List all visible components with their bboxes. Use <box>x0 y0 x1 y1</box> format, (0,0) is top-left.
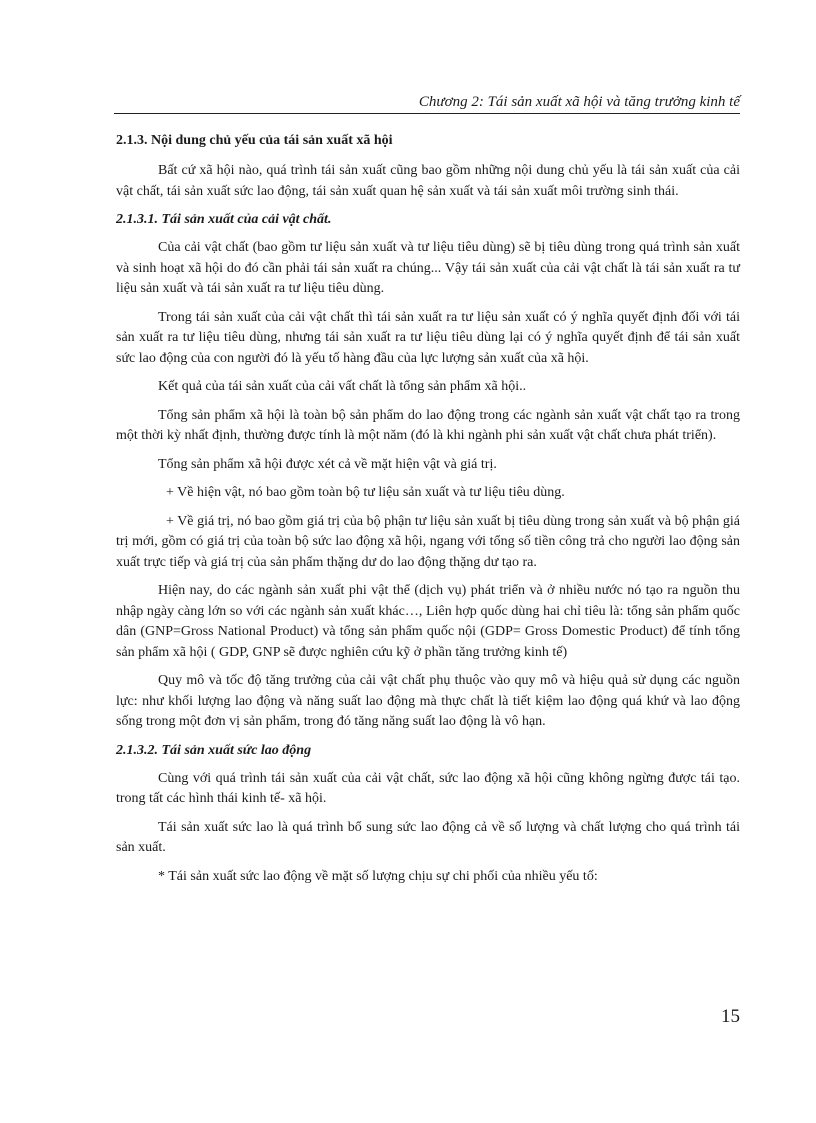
paragraph: Tái sản xuất sức lao là quá trình bổ sung sức lao động cả về số lượng và chất lượng cho quá trình tái sản xuất. <box>116 819 740 855</box>
header-rule <box>114 113 740 114</box>
paragraph: Tổng sản phẩm xã hội là toàn bộ sản phẩm do lao động trong các ngành sản xuất vật chất tạo ra trong một thời kỳ nhất định, thường được tính là một năm (đó là khi ngành phi sản xuất vật chất chưa phát triển). <box>116 407 740 443</box>
bullet-item: + Về giá trị, nó bao gồm giá trị của bộ phận tư liệu sản xuất bị tiêu dùng trong sản xuất và bộ phận giá trị mới, gồm có giá trị của toàn bộ sức lao động xã hội, ngang với tổng số tiền công trả cho người lao động sản xuất trực tiếp và giá trị của sản phẩm thặng dư do lao động thặng dư tạo ra. <box>116 513 740 570</box>
running-header: Chương 2: Tái sản xuất xã hội và tăng trưởng kinh tế <box>418 94 740 110</box>
section-title: 2.1.3. Nội dung chủ yếu của tái sản xuất xã hội <box>116 133 393 148</box>
subsection-title-material-wealth: 2.1.3.1. Tái sản xuất của cải vật chất. <box>116 212 332 227</box>
paragraph: Cùng với quá trình tái sản xuất của cải vật chất, sức lao động xã hội cũng không ngừng được tái tạo. trong tất các hình thái kinh tế- xã hội. <box>116 770 740 806</box>
subsection-title-labor-power: 2.1.3.2. Tái sản xuất sức lao động <box>116 742 312 758</box>
bullet-item: + Về hiện vật, nó bao gồm toàn bộ tư liệu sản xuất và tư liệu tiêu dùng. <box>166 485 565 500</box>
paragraph: Kết quả của tái sản xuất của cải vất chất là tổng sản phẩm xã hội.. <box>158 379 527 394</box>
paragraph: Hiện nay, do các ngành sản xuất phi vật thể (dịch vụ) phát triển và ở nhiều nước nó tạo ra nguồn thu nhập ngày càng lớn so với các ngành sản xuất khác…, Liên hợp quốc dùng hai chỉ tiêu là: tổng sản phẩm quốc dân (GNP=Gross National Product) và tổng sản phẩm quốc nội (GDP= Gross Domestic Product) để tính tổng sản phẩm xã hội ( GDP, GNP sẽ được nghiên cứu kỹ ở phần tăng trưởng kinh tế) <box>116 583 740 660</box>
paragraph: Của cải vật chất (bao gồm tư liệu sản xuất và tư liệu tiêu dùng) sẽ bị tiêu dùng trong quá trình sản xuất và sinh hoạt xã hội do đó cần phải tái sản xuất ra chúng... Vậy tái sản xuất của cải vật chất là tái sản xuất ra tư liệu sản xuất và tái sản xuất ra tư liệu tiêu dùng. <box>116 240 740 296</box>
paragraph: Tổng sản phẩm xã hội được xét cả về mặt hiện vật và giá trị. <box>158 456 497 472</box>
page-content <box>116 131 740 895</box>
paragraph: * Tái sản xuất sức lao động về mặt số lượng chịu sự chi phối của nhiều yếu tố: <box>158 868 598 884</box>
paragraph: Quy mô và tốc độ tăng trưởng của cải vật chất phụ thuộc vào quy mô và hiệu quả sử dụng các nguồn lực: như khối lượng lao động và năng suất lao động mà thực chất là tiết kiệm lao động quá khứ và lao động sống trong một đơn vị sản phẩm, trong đó tăng năng suất lao động là vô hạn. <box>116 673 740 729</box>
paragraph: Trong tái sản xuất của cải vật chất thì tái sản xuất ra tư liệu sản xuất có ý nghĩa quyết định đối với tái sản xuất ra tư liệu tiêu dùng, nhưng tái sản xuất ra tư liệu tiêu dùng lại có ý nghĩa quyết định để tái sản xuất sức lao động của con người đó là yếu tố hàng đầu của lực lượng sản xuất của xã hội. <box>116 309 740 366</box>
page-number: 15 <box>721 1006 740 1027</box>
section-intro-paragraph: Bất cứ xã hội nào, quá trình tái sản xuất cũng bao gồm những nội dung chủ yếu là tái sản xuất của cải vật chất, tái sản xuất sức lao động, tái sản xuất quan hệ sản xuất và tái sản xuất môi trường sinh thái. <box>116 163 740 199</box>
